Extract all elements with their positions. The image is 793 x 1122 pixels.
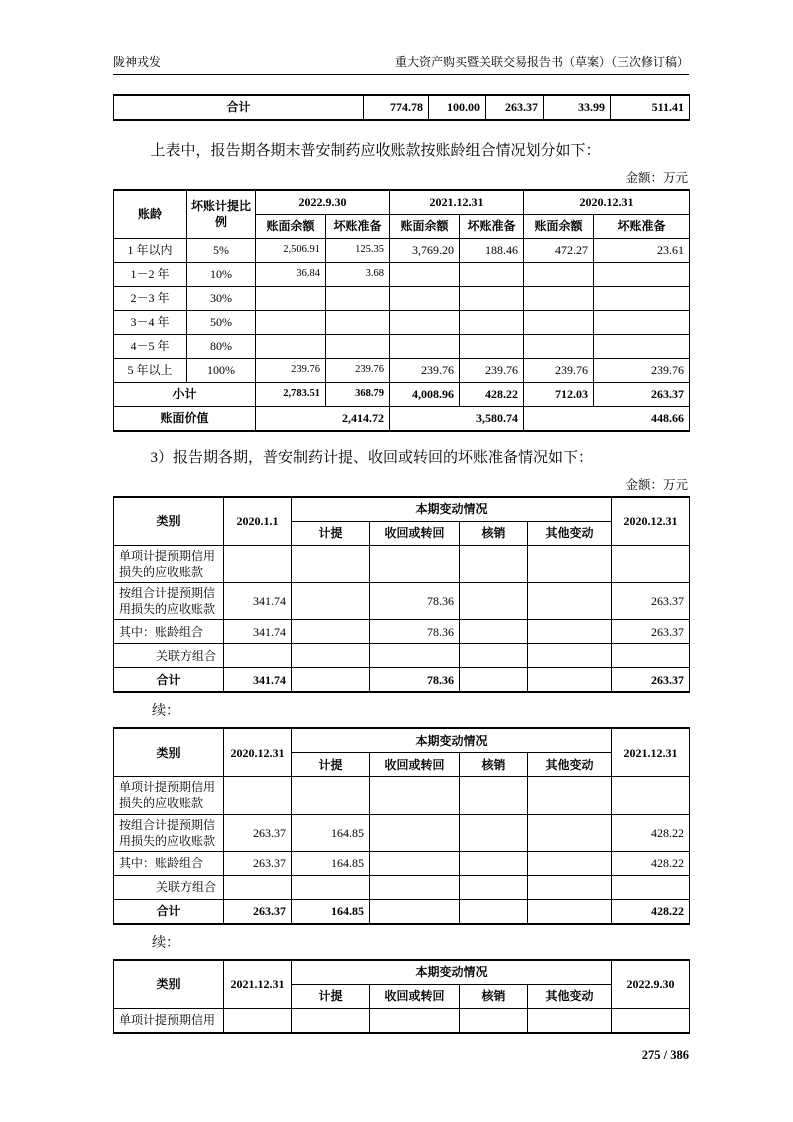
- table-cell: [224, 545, 292, 582]
- table-cell: [460, 900, 528, 925]
- continue-label-2: 续：: [152, 936, 180, 951]
- table-cell: 收回或转回: [370, 985, 460, 1009]
- table-cell: [390, 334, 460, 358]
- table-cell: 按组合计提预期信用损失的应收账款: [114, 582, 224, 619]
- table-row: [114, 545, 690, 582]
- table-cell: 263.37: [224, 900, 292, 925]
- table-cell: [224, 1009, 292, 1034]
- table-row: [114, 728, 690, 753]
- table-cell: [594, 310, 690, 334]
- table-row: [114, 358, 690, 382]
- table-cell: 收回或转回: [370, 521, 460, 545]
- table-cell: 本期变动情况: [292, 960, 612, 985]
- table-cell: [370, 876, 460, 900]
- table-cell: 239.76: [594, 358, 690, 382]
- table-cell: [528, 814, 612, 851]
- table-cell: 类别: [114, 960, 224, 1009]
- table-cell: [528, 620, 612, 644]
- table-cell: 472.27: [524, 238, 594, 262]
- table-cell: 其中：账龄组合: [114, 852, 224, 876]
- table-cell: 4－5 年: [114, 334, 187, 358]
- table-cell: 2020.12.31: [612, 497, 690, 546]
- unit-label-provision: 金额：万元: [625, 477, 688, 492]
- table-cell: [460, 644, 528, 668]
- table-row: [114, 900, 690, 925]
- table-cell: 448.66: [524, 406, 690, 431]
- table-cell: [612, 644, 690, 668]
- page-number: 275 / 386: [641, 1048, 689, 1062]
- table-cell: 263.37: [224, 852, 292, 876]
- table-cell: 341.74: [224, 620, 292, 644]
- table-cell: [460, 852, 528, 876]
- table-cell: 263.37: [612, 582, 690, 619]
- table-cell: 239.76: [524, 358, 594, 382]
- table-cell: [612, 777, 690, 814]
- table-cell: 78.36: [370, 582, 460, 619]
- table-cell: 712.03: [524, 382, 594, 406]
- table-cell: 368.79: [326, 382, 390, 406]
- table-cell: 164.85: [292, 852, 370, 876]
- table-cell: [390, 310, 460, 334]
- aging-table: [113, 189, 690, 432]
- table-cell: 类别: [114, 497, 224, 546]
- table-cell: 30%: [187, 286, 256, 310]
- table-cell: [460, 545, 528, 582]
- table-cell: [594, 262, 690, 286]
- table-cell: 263.37: [612, 668, 690, 693]
- table-cell: [460, 310, 524, 334]
- table-cell: 关联方组合: [114, 644, 224, 668]
- table-cell: [390, 286, 460, 310]
- table-cell: [524, 334, 594, 358]
- provision-intro-paragraph: 3）报告期各期，普安制药计提、收回或转回的坏账准备情况如下：: [150, 449, 594, 466]
- table-cell: [292, 644, 370, 668]
- table-cell: 单项计提预期信用: [114, 1009, 224, 1034]
- table-cell: 428.22: [612, 900, 690, 925]
- table-cell: 账面价值: [114, 406, 256, 431]
- table-cell: [292, 582, 370, 619]
- table-cell: 2,783.51: [256, 382, 326, 406]
- table-cell: 2022.9.30: [256, 190, 390, 215]
- table-cell: [326, 286, 390, 310]
- table-row: [114, 852, 690, 876]
- table-cell: [528, 582, 612, 619]
- table-cell: 其中：账龄组合: [114, 620, 224, 644]
- table-cell: [460, 262, 524, 286]
- table-cell: [292, 620, 370, 644]
- table-cell: 合计: [114, 95, 364, 120]
- table-cell: 78.36: [370, 668, 460, 693]
- table-row: [114, 190, 690, 215]
- table-cell: 按组合计提预期信用损失的应收账款: [114, 814, 224, 851]
- table-row: [114, 286, 690, 310]
- table-cell: 关联方组合: [114, 876, 224, 900]
- table-cell: [224, 876, 292, 900]
- table-cell: [594, 286, 690, 310]
- table-row: [114, 960, 690, 985]
- table-cell: [528, 852, 612, 876]
- table-cell: 10%: [187, 262, 256, 286]
- table-cell: 2,414.72: [256, 406, 390, 431]
- table-cell: [528, 876, 612, 900]
- table-cell: 188.46: [460, 238, 524, 262]
- table-cell: [460, 1009, 528, 1034]
- table-cell: [612, 876, 690, 900]
- table-cell: 本期变动情况: [292, 728, 612, 753]
- table-cell: 4,008.96: [390, 382, 460, 406]
- table-cell: 其他变动: [528, 985, 612, 1009]
- table-cell: 2021.12.31: [224, 960, 292, 1009]
- table-row: [114, 876, 690, 900]
- table-cell: 5 年以上: [114, 358, 187, 382]
- table-cell: 合计: [114, 668, 224, 693]
- table-cell: 坏账计提比例: [187, 190, 256, 239]
- table-cell: 428.22: [612, 852, 690, 876]
- table-cell: 计提: [292, 753, 370, 777]
- table-cell: 账面余额: [524, 214, 594, 238]
- totals-continuation-table: [113, 94, 690, 121]
- table-cell: [528, 900, 612, 925]
- table-row: [114, 777, 690, 814]
- table-cell: [460, 334, 524, 358]
- table-cell: 428.22: [612, 814, 690, 851]
- table-cell: 50%: [187, 310, 256, 334]
- table-cell: 账龄: [114, 190, 187, 239]
- table-cell: [224, 777, 292, 814]
- table-cell: 小计: [114, 382, 256, 406]
- table-cell: [256, 334, 326, 358]
- table-row: [114, 95, 690, 120]
- table-cell: 164.85: [292, 814, 370, 851]
- aging-intro-paragraph: 上表中，报告期各期末普安制药应收账款按账龄组合情况划分如下：: [150, 143, 601, 159]
- table-cell: [370, 777, 460, 814]
- table-cell: 23.61: [594, 238, 690, 262]
- table-cell: 核销: [460, 985, 528, 1009]
- table-cell: [524, 310, 594, 334]
- table-cell: 收回或转回: [370, 753, 460, 777]
- table-cell: 428.22: [460, 382, 524, 406]
- table-cell: 2,506.91: [256, 238, 326, 262]
- company-name: 陇神戎发: [113, 55, 162, 69]
- table-cell: [292, 668, 370, 693]
- table-cell: 其他变动: [528, 753, 612, 777]
- table-cell: 341.74: [224, 668, 292, 693]
- table-cell: [460, 286, 524, 310]
- table-cell: 33.99: [544, 95, 611, 120]
- table-cell: [524, 286, 594, 310]
- table-cell: 坏账准备: [326, 214, 390, 238]
- table-row: [114, 814, 690, 851]
- table-cell: 类别: [114, 728, 224, 777]
- table-cell: 239.76: [390, 358, 460, 382]
- table-cell: 核销: [460, 521, 528, 545]
- table-cell: [528, 545, 612, 582]
- table-row: [114, 644, 690, 668]
- table-cell: 239.76: [326, 358, 390, 382]
- table-cell: [460, 582, 528, 619]
- page-header: [113, 53, 689, 75]
- table-cell: 263.37: [612, 620, 690, 644]
- table-cell: 3,769.20: [390, 238, 460, 262]
- table-cell: [370, 545, 460, 582]
- table-cell: [460, 814, 528, 851]
- table-cell: 2020.12.31: [524, 190, 690, 215]
- table-cell: [612, 545, 690, 582]
- table-cell: [292, 1009, 370, 1034]
- table-row: [114, 310, 690, 334]
- table-cell: [460, 620, 528, 644]
- table-cell: 2021.12.31: [390, 190, 524, 215]
- table-cell: [292, 876, 370, 900]
- table-cell: 239.76: [460, 358, 524, 382]
- table-cell: 核销: [460, 753, 528, 777]
- table-cell: [370, 644, 460, 668]
- table-cell: 341.74: [224, 582, 292, 619]
- table-cell: [370, 1009, 460, 1034]
- table-cell: 164.85: [292, 900, 370, 925]
- table-cell: 其他变动: [528, 521, 612, 545]
- table-cell: 单项计提预期信用损失的应收账款: [114, 777, 224, 814]
- continue-label-1: 续：: [152, 704, 180, 720]
- table-cell: [594, 334, 690, 358]
- table-cell: 100.00: [429, 95, 486, 120]
- unit-label-aging: 金额：万元: [625, 170, 688, 185]
- table-row: [114, 406, 690, 431]
- table-row: [114, 238, 690, 262]
- table-cell: [292, 777, 370, 814]
- table-cell: 本期变动情况: [292, 497, 612, 522]
- table-cell: 合计: [114, 900, 224, 925]
- table-cell: 单项计提预期信用损失的应收账款: [114, 545, 224, 582]
- table-cell: 2022.9.30: [612, 960, 690, 1009]
- table-cell: [528, 1009, 612, 1034]
- table-cell: [528, 668, 612, 693]
- table-cell: 3－4 年: [114, 310, 187, 334]
- table-cell: [528, 644, 612, 668]
- provision-table-2020: [113, 496, 690, 694]
- table-cell: [370, 814, 460, 851]
- table-cell: 2021.12.31: [612, 728, 690, 777]
- table-cell: 1－2 年: [114, 262, 187, 286]
- table-cell: 坏账准备: [460, 214, 524, 238]
- table-row: [114, 582, 690, 619]
- table-row: [114, 334, 690, 358]
- table-cell: 263.37: [224, 814, 292, 851]
- table-cell: 125.35: [326, 238, 390, 262]
- table-cell: 计提: [292, 521, 370, 545]
- table-cell: 100%: [187, 358, 256, 382]
- table-cell: 5%: [187, 238, 256, 262]
- table-cell: [460, 668, 528, 693]
- table-row: [114, 1009, 690, 1034]
- table-cell: 36.84: [256, 262, 326, 286]
- table-cell: [326, 310, 390, 334]
- table-cell: [612, 1009, 690, 1034]
- table-cell: 239.76: [256, 358, 326, 382]
- table-cell: 1 年以内: [114, 238, 187, 262]
- table-cell: [524, 262, 594, 286]
- table-cell: [256, 310, 326, 334]
- table-cell: [224, 644, 292, 668]
- table-cell: 3,580.74: [390, 406, 524, 431]
- table-row: [114, 620, 690, 644]
- report-title: 重大资产购买暨关联交易报告书（草案）（三次修订稿）: [394, 55, 689, 69]
- table-cell: 774.78: [364, 95, 429, 120]
- table-cell: 坏账准备: [594, 214, 690, 238]
- table-cell: 2－3 年: [114, 286, 187, 310]
- table-cell: [292, 545, 370, 582]
- table-cell: 80%: [187, 334, 256, 358]
- table-cell: [460, 876, 528, 900]
- table-cell: 账面余额: [390, 214, 460, 238]
- table-cell: [528, 777, 612, 814]
- table-cell: 3.68: [326, 262, 390, 286]
- table-cell: [460, 777, 528, 814]
- table-row: [114, 668, 690, 693]
- provision-table-2021: [113, 727, 690, 925]
- provision-table-2022: [113, 959, 690, 1034]
- table-row: [114, 382, 690, 406]
- table-cell: 2020.12.31: [224, 728, 292, 777]
- table-cell: 2020.1.1: [224, 497, 292, 546]
- table-cell: 78.36: [370, 620, 460, 644]
- table-cell: 账面余额: [256, 214, 326, 238]
- table-cell: 263.37: [594, 382, 690, 406]
- table-cell: 263.37: [486, 95, 544, 120]
- table-row: [114, 262, 690, 286]
- table-cell: [370, 852, 460, 876]
- table-cell: [326, 334, 390, 358]
- table-cell: 511.41: [611, 95, 690, 120]
- table-cell: 计提: [292, 985, 370, 1009]
- table-cell: [370, 900, 460, 925]
- table-cell: [256, 286, 326, 310]
- table-row: [114, 497, 690, 522]
- table-cell: [390, 262, 460, 286]
